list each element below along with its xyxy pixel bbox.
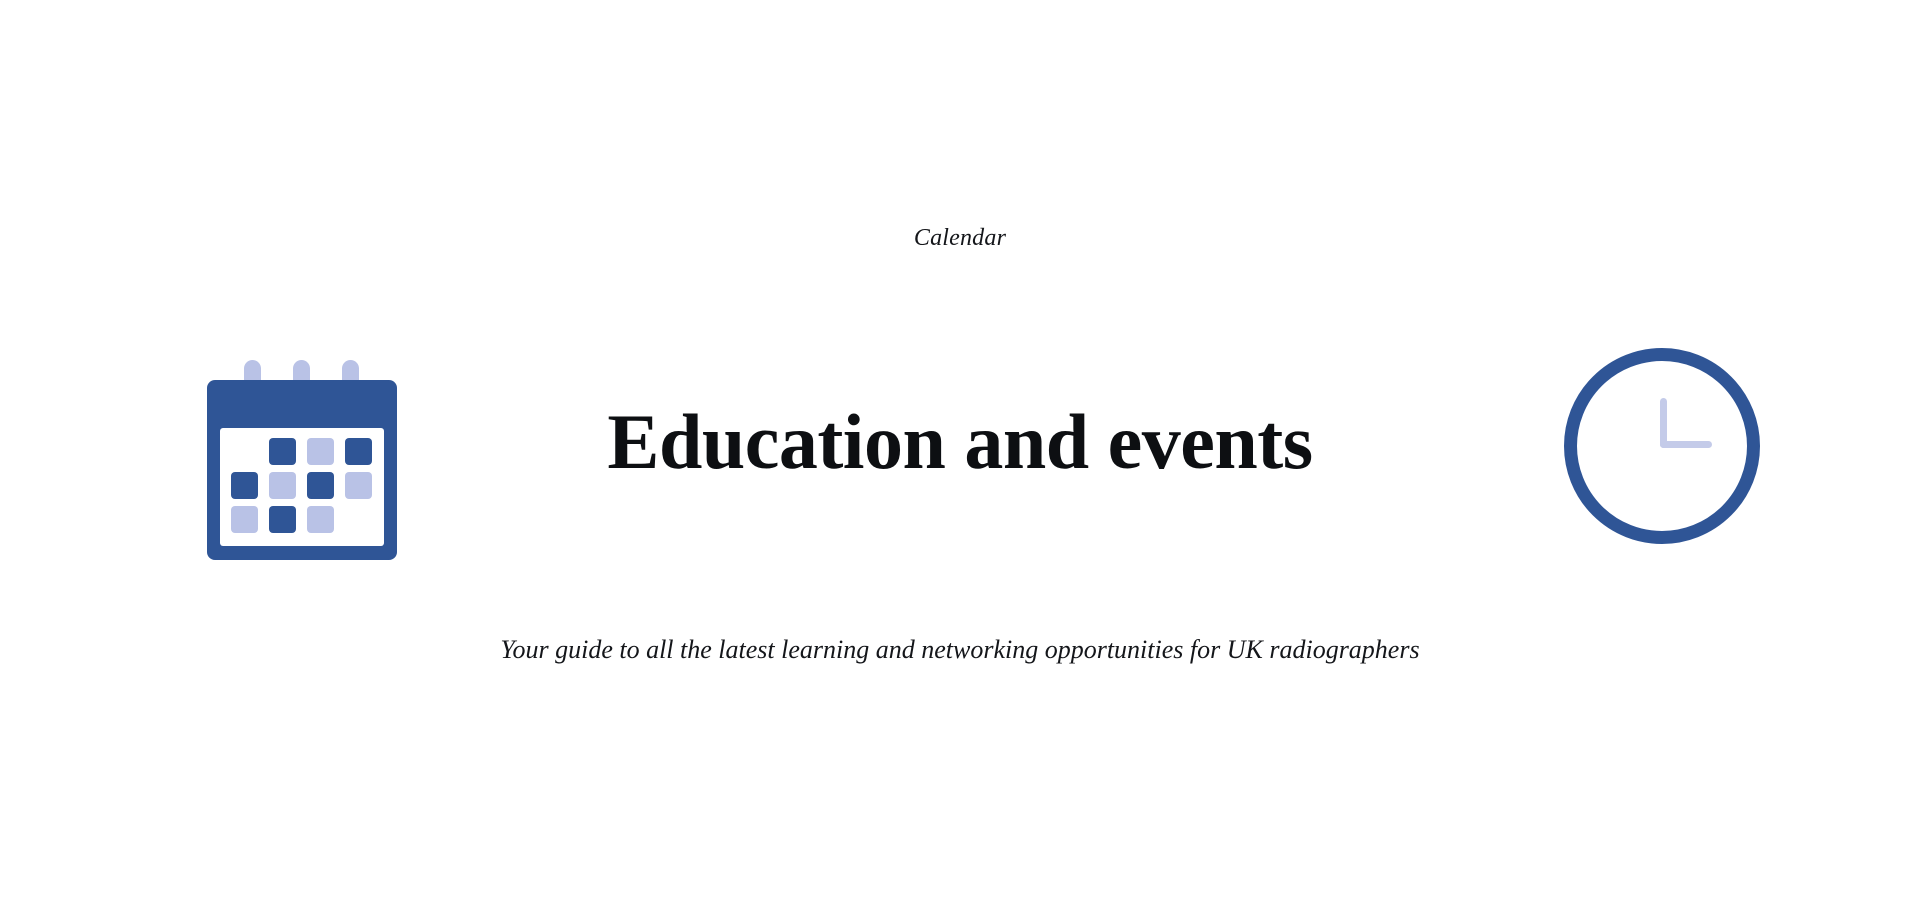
page-subtitle: Your guide to all the latest learning and networking opportunities for UK radiographers bbox=[500, 635, 1420, 664]
calendar-day-cell bbox=[231, 506, 258, 533]
calendar-day-cell bbox=[345, 506, 372, 533]
calendar-day-cell bbox=[307, 506, 334, 533]
hero-row bbox=[0, 330, 1920, 560]
calendar-day-cell bbox=[269, 506, 296, 533]
page-title: Education and events bbox=[607, 398, 1313, 486]
clock-minute-hand bbox=[1660, 441, 1712, 448]
kicker-label: Calendar bbox=[913, 225, 1007, 251]
clock-icon bbox=[1564, 348, 1760, 544]
